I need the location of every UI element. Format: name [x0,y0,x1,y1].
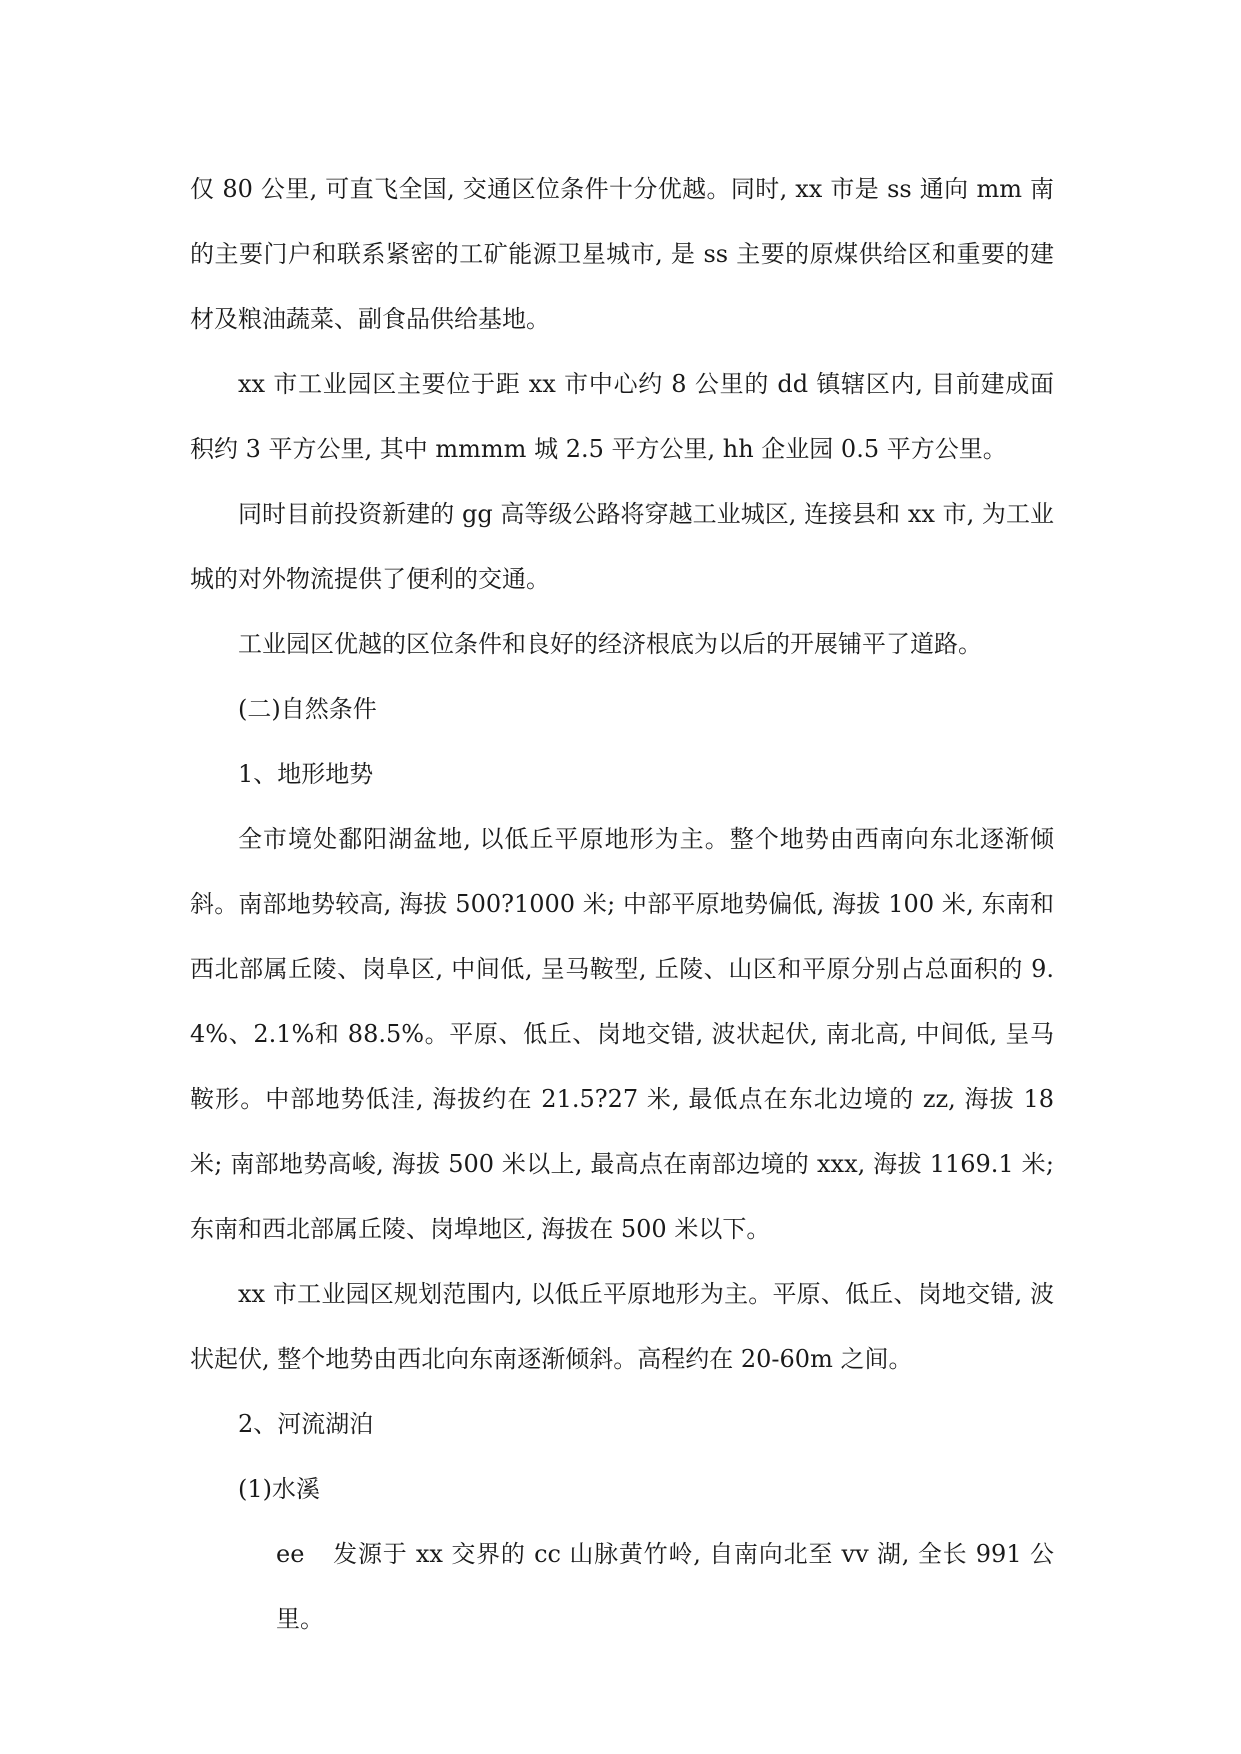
heading-natural-conditions: (二)自然条件 [238,695,377,723]
paragraph-conditions-summary: 工业园区优越的区位条件和良好的经济根底为以后的开展铺平了道路。 [238,630,982,658]
paragraph-terrain-detail: 全市境处鄱阳湖盆地, 以低丘平原地形为主。整个地势由西南向东北逐渐倾斜。南部地势较高, 海拔 500?1000 米; 中部平原地势偏低, 海拔 100 米, 东南和西北部属丘陵、岗阜区, 中间低, 呈马鞍型, 丘陵、山区和平原分别占总面积的 9.4%、2.1%和 88.5%。平原、低丘、岗地交错, 波状起伏, 南北高, 中间低, 呈马鞍形。中部地势低洼, 海拔约在 21.5?27 米, 最低点在东北边境的 zz, 海拔 18 米; 南部地势高峻, 海拔 500 米以上, 最高点在南部边境的 xxx, 海拔 1169.1 米; 东南和西北部属丘陵、岗埠地区, 海拔在 500 米以下。 [190,825,1054,1243]
paragraph-park-terrain: xx 市工业园区规划范围内, 以低丘平原地形为主。平原、低丘、岗地交错, 波状起伏, 整个地势由西北向东南逐渐倾斜。高程约在 20-60m 之间。 [190,1280,1054,1373]
river-description: 发源于 xx 交界的 cc 山脉黄竹岭, 自南向北至 vv 湖, 全长 991 公里。 [276,1540,1054,1633]
paragraph-industrial-park-area: xx 市工业园区主要位于距 xx 市中心约 8 公里的 dd 镇辖区内, 目前建成面积约 3 平方公里, 其中 mmmm 城 2.5 平方公里, hh 企业园 0.5 平方公里。 [190,370,1054,463]
heading-water-stream: (1)水溪 [238,1475,320,1503]
paragraph-highway: 同时目前投资新建的 gg 高等级公路将穿越工业城区, 连接县和 xx 市, 为工业城的对外物流提供了便利的交通。 [190,500,1054,593]
paragraph-river-ee [190,1522,1054,1652]
heading-terrain: 1、地形地势 [238,760,374,788]
river-name: ee [276,1540,305,1568]
heading-rivers-lakes: 2、河流湖泊 [238,1410,374,1438]
document-body [190,157,1054,1652]
paragraph-location-transport: 仅 80 公里, 可直飞全国, 交通区位条件十分优越。同时, xx 市是 ss 通向 mm 南的主要门户和联系紧密的工矿能源卫星城市, 是 ss 主要的原煤供给区和重要的建材及粮油蔬菜、副食品供给基地。 [190,175,1054,333]
